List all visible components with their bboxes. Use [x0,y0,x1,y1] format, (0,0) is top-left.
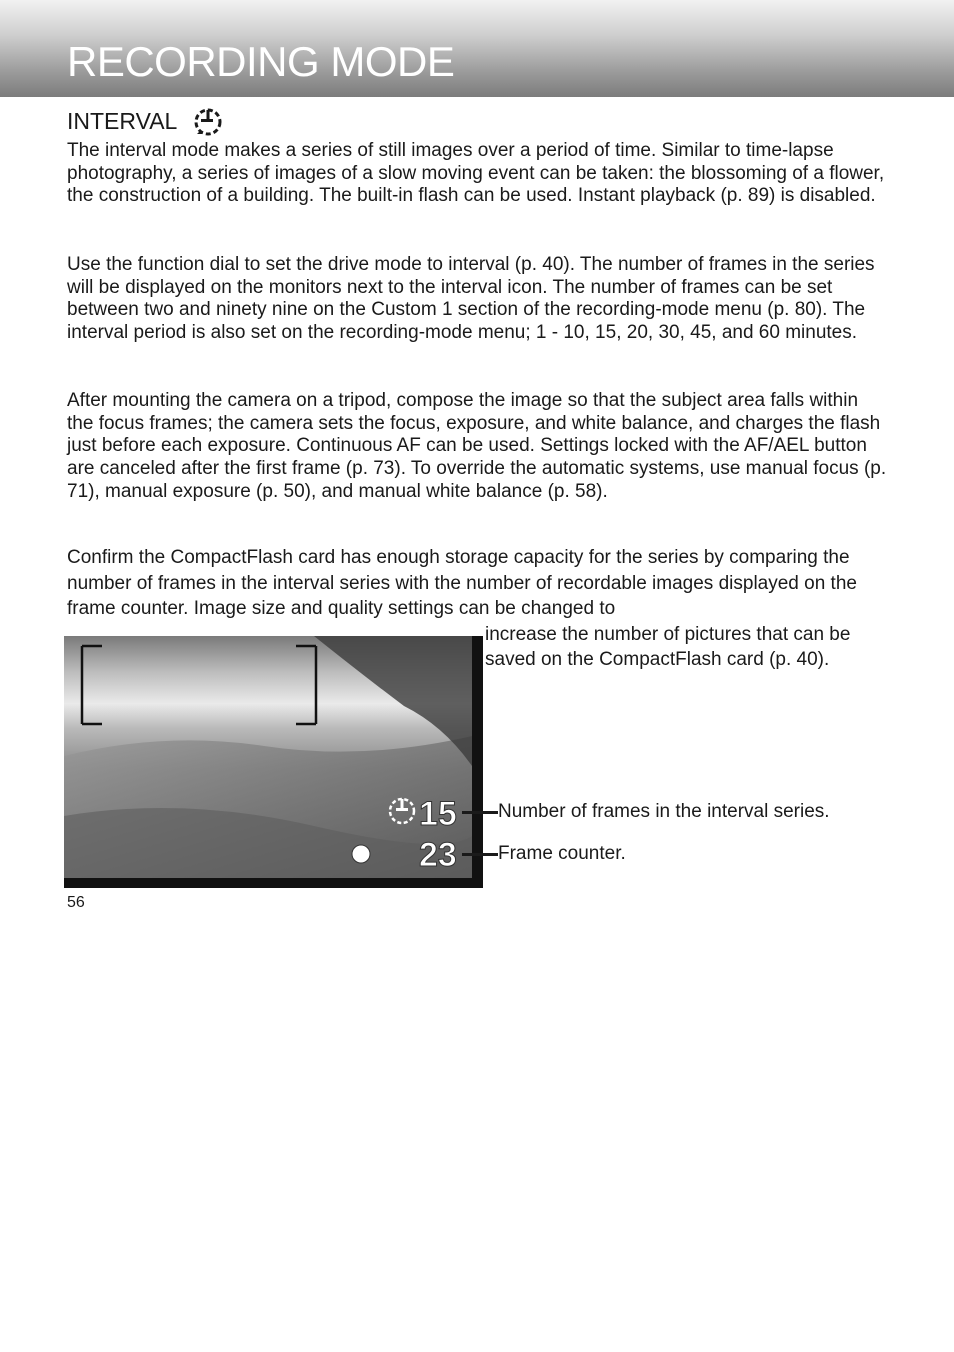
callout-frame-counter-label: Frame counter. [498,843,626,864]
page-title: RECORDING MODE [67,38,455,85]
record-dot-icon [352,845,370,863]
callout-frame-counter [462,843,626,865]
callout-interval-frames [462,801,830,823]
callout-interval-frames-label: Number of frames in the interval series. [498,801,830,822]
callout-leader-line [462,853,498,856]
camera-monitor-display [64,636,483,888]
page-header [0,0,954,97]
interval-frames-readout: 15 [419,795,457,833]
page-number: 56 [67,894,85,911]
interval-timer-icon [191,104,225,138]
callout-leader-line [462,811,498,814]
section-heading [67,106,225,136]
paragraph-intro: The interval mode makes a series of still images over a period of time. Similar to time-lapse photography, a series of images of a slow moving event can be taken: the blossoming of a flower, the construction of a building. The built-in flash can be used. Instant playback (p. 89) is disabled. [67,140,885,207]
paragraph-compose: After mounting the camera on a tripod, compose the image so that the subject area falls within the focus frames; the camera sets the focus, exposure, and white balance, and charges the flash just before each exposure. Continuous AF can be used. Settings locked with the AF/AEL button are canceled after the first frame (p. 73). To override the automatic systems, use manual focus (p. 71), manual exposure (p. 50), and manual white balance (p. 58). [67,390,887,502]
monitor-scene-image [64,636,483,888]
paragraph-storage-continued: increase the number of pictures that can be saved on the CompactFlash card (p. 40). [485,624,851,670]
paragraph-setup: Use the function dial to set the drive mode to interval (p. 40). The number of frames in the series will be displayed on the monitors next to the interval icon. The number of frames can be set between two and ninety nine on the Custom 1 section of the recording-mode menu (p. 80). The interval period is also set on the recording-mode menu; 1 - 10, 15, 20, 30, 45, and 60 minutes. [67,254,875,344]
section-title-text: INTERVAL [67,107,178,134]
frame-counter-readout: 23 [419,836,457,874]
paragraph-storage: Confirm the CompactFlash card has enough storage capacity for the series by comparing the number of frames in the interval series with the number of recordable images displayed on the frame counter. Image size and quality settings can be changed to [67,547,857,619]
